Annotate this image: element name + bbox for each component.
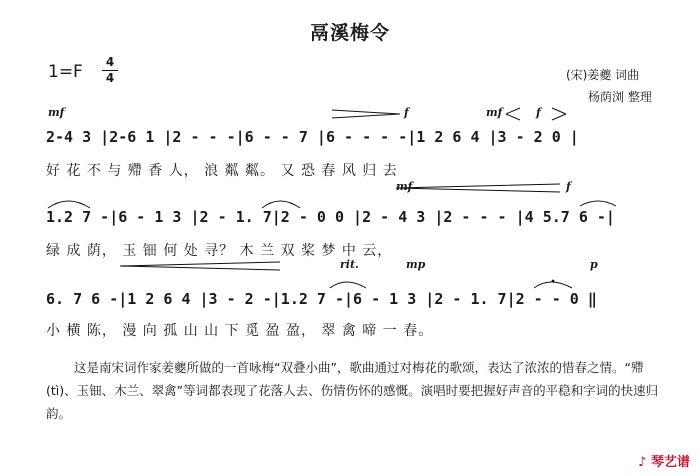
- logo-icon: ♪: [638, 455, 647, 470]
- slur-4: [330, 282, 366, 288]
- dynamic-mf-1: mf: [48, 106, 65, 119]
- dynamic-f-3: f: [566, 180, 571, 193]
- lyrics-system-2: 绿 成 荫， 玉 钿 何 处 寻？ 木 兰 双 桨 梦 中 云，: [46, 243, 393, 259]
- slur-1: [48, 201, 90, 208]
- site-logo: [638, 451, 690, 470]
- slur-5: [534, 282, 572, 288]
- notes-system-2: 1.2 7 -|6 - 1 3 |2 - 1. 7|2 - 0 0 |2 - 4 3 |2 - - - |4 5.7 6 -|: [46, 208, 615, 226]
- notes-system-3: 6. 7 6 -|1 2 6 4 |3 - 2 -|1.2 7 -|6 - 1 3 |2 - 1. 7|2 - - 0 ‖: [46, 290, 597, 308]
- dynamic-mp: mp: [406, 258, 426, 271]
- meter-top: 4: [105, 55, 115, 69]
- meter-bottom: 4: [105, 71, 115, 85]
- dynamic-p: p: [590, 258, 598, 271]
- dynamic-rit: rit.: [340, 258, 359, 271]
- hairpin-2: [396, 184, 560, 192]
- page-title: 鬲溪梅令: [309, 22, 390, 44]
- hairpin-3: [120, 262, 280, 270]
- composer-credit: (宋)姜夔 词曲: [566, 68, 640, 82]
- dynamic-mf-3: mf: [396, 180, 413, 193]
- arranger-credit: 杨荫浏 整理: [588, 90, 652, 104]
- lyrics-system-1: 好 花 不 与 殢 香 人， 浪 粼 粼。 又 恐 春 风 归 去: [46, 163, 398, 179]
- logo-text: 琴艺谱: [650, 455, 690, 470]
- slur-3: [580, 201, 616, 206]
- dynamic-f-2: f: [536, 106, 541, 119]
- hairpin-decresc-2: [552, 108, 566, 120]
- slur-2: [262, 201, 300, 208]
- notes-system-1: 2-4 3 |2-6 1 |2 - - -|6 - - 7 |6 - - - -|1 2 6 4 |3 - 2 0 |: [46, 128, 579, 146]
- dynamic-f-1: f: [404, 106, 409, 119]
- hairpin-cresc-1: [506, 108, 520, 120]
- fermata-dot: [552, 280, 555, 283]
- lyrics-system-3: 小 横 陈， 漫 向 孤 山 山 下 觅 盈 盈， 翠 禽 啼 一 春。: [46, 323, 434, 339]
- dynamic-mf-2: mf: [486, 106, 503, 119]
- description-paragraph: 这是南宋词作家姜夔所做的一首咏梅“双叠小曲”，歌曲通过对梅花的歌颂，表达了浓浓的惜春之情。“殢(tì)、玉钿、木兰、翠禽”等词都表现了花落人去、伤情伤怀的感慨。演唱时要把握好声音的平稳和字词的快速归韵。: [46, 360, 659, 421]
- key-signature: 1=F: [48, 62, 83, 82]
- hairpin-decresc-1: [332, 110, 400, 118]
